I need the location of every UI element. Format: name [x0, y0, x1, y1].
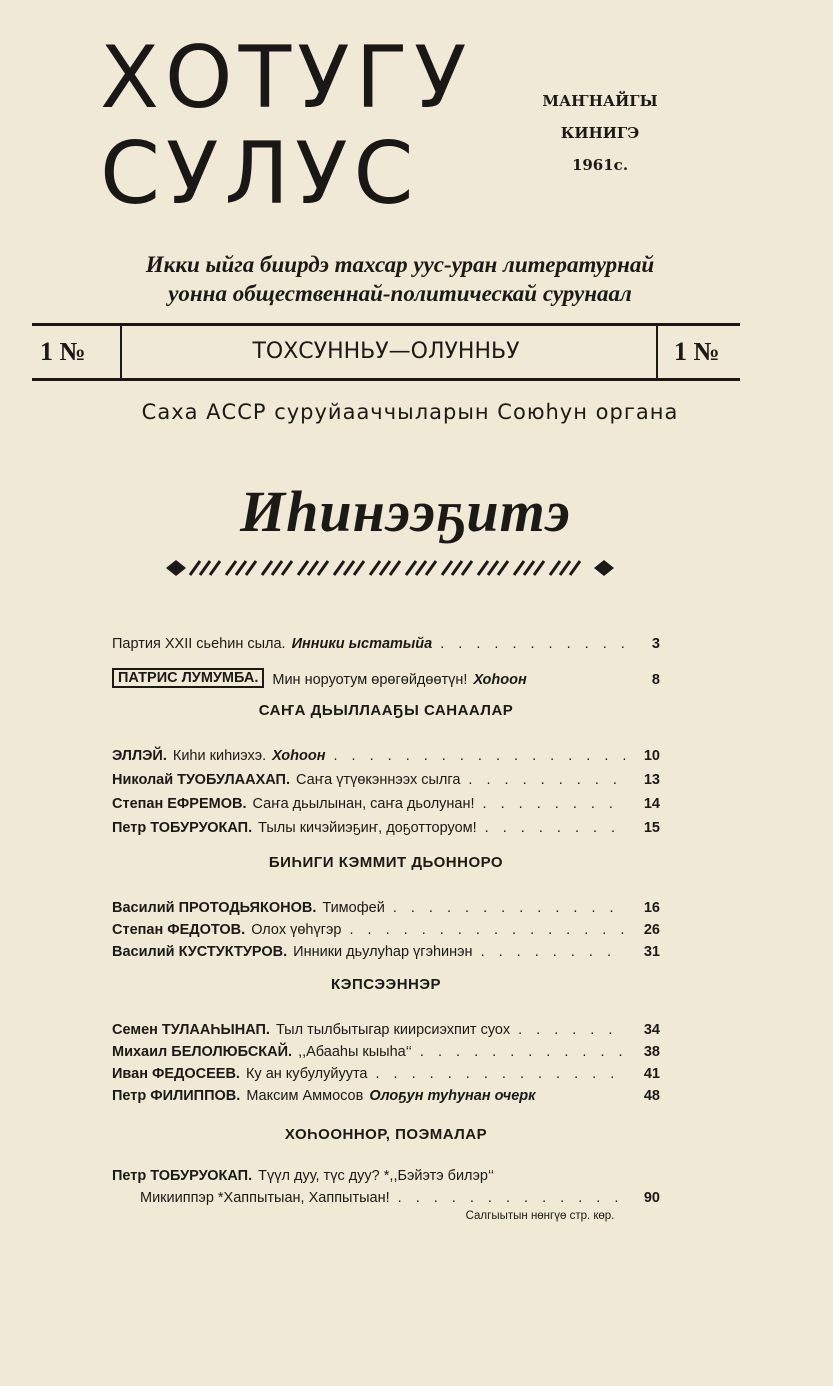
contents-heading: Иһинээҕитэ — [240, 479, 571, 544]
toc-entry-title: Инники дьулуһар үгэһинэн — [293, 944, 473, 960]
toc-entry — [112, 1162, 660, 1184]
toc-leader-dots — [375, 1066, 626, 1082]
toc-entry-title: Саҥа дьылынан, саҥа дьолунан! — [252, 796, 475, 812]
toc-entry-continuation — [140, 1184, 660, 1206]
publisher-name-line2: КИНИГЭ — [560, 124, 640, 142]
toc-entry-title: Максим Аммосов — [246, 1088, 364, 1104]
issue-months: ТОХСУННЬУ—ОЛУННЬУ — [252, 339, 520, 364]
toc-entry-title: Ку ан кубулуйуута — [245, 1066, 368, 1082]
toc-section-heading: САҤА ДЬЫЛЛААҔЫ САНААЛАР — [258, 702, 514, 719]
toc-page-number: 3 — [651, 636, 660, 652]
toc-leader-dots — [398, 1190, 626, 1206]
toc-entry-title: Мин норуотум өрөгөйдөөтүн! — [272, 672, 468, 688]
toc-entry-author: Иван ФЕДОСЕЕВ. — [112, 1066, 240, 1082]
toc-page-number: 38 — [643, 1044, 660, 1060]
toc-leader-dots — [483, 796, 626, 812]
toc-page-number: 26 — [643, 922, 660, 938]
toc-entry — [112, 742, 660, 764]
toc-entry-author: Николай ТУОБУЛААХАП. — [112, 772, 291, 788]
toc-entry — [112, 894, 660, 916]
publisher-block — [520, 85, 680, 181]
issue-number-left: 1 № — [34, 326, 122, 378]
toc-entry-author: ЭЛЛЭЙ. — [112, 748, 167, 764]
toc-page-number: 31 — [643, 944, 660, 960]
toc-entry-author: ПАТРИС ЛУМУМБА. — [112, 668, 264, 688]
toc-page-number: 34 — [643, 1022, 660, 1038]
toc-page-number: 13 — [643, 772, 660, 788]
subtitle-line1: Икки ыйга биирдэ тахсар уус-уран литературнай — [145, 252, 655, 277]
subtitle-line2: уонна общественнай-политическай сурунаал — [168, 281, 632, 306]
toc-entry — [112, 916, 660, 938]
toc-page-number: 16 — [643, 900, 660, 916]
toc-page-number: 14 — [643, 796, 660, 812]
journal-title-line2: СУЛУС — [100, 124, 420, 224]
toc-section-heading: БИҺИГИ КЭММИТ ДЬОННОРО — [268, 854, 504, 871]
toc-entry — [112, 938, 660, 960]
toc-entry-title: Тыл тылбытыгар киирсиэхпит суох — [275, 1022, 511, 1038]
toc-page-number: 41 — [643, 1066, 660, 1082]
toc-entry-title: Түүл дуу, түс дуу? *,,Бэйэтэ билэр‘‘ — [258, 1168, 495, 1184]
toc-entry — [112, 790, 660, 812]
journal-title — [100, 30, 472, 222]
toc-entry-author: Василий КУСТУКТУРОВ. — [112, 944, 288, 960]
toc-section-heading: ХОҺООННОР, ПОЭМАЛАР — [284, 1126, 488, 1143]
toc-entry-genre: Инники ыстатыйа — [291, 636, 433, 652]
toc-entry — [112, 766, 660, 788]
toc-page-number: 90 — [643, 1190, 660, 1206]
toc-entry-title: Микииппэр *Хаппытыан, Хаппытыан! — [140, 1190, 390, 1206]
toc-entry-author: Петр ТОБУРУОКАП. — [112, 1168, 253, 1184]
toc-entry-genre: Хоһоон — [272, 748, 326, 764]
toc-page-number: 15 — [643, 820, 660, 836]
publication-year: 1961с. — [571, 156, 629, 174]
organ-line: Саха АССР суруйааччыларын Союһун органа — [141, 400, 679, 424]
toc-leader-dots — [440, 636, 626, 652]
toc-entry — [112, 1060, 660, 1082]
toc-leader-dots — [485, 820, 626, 836]
issue-number-right: 1 № — [656, 326, 740, 378]
toc-page-number: 48 — [643, 1088, 660, 1104]
toc-entry-title: Киһи киһиэхэ. — [172, 748, 267, 764]
toc-entry-genre: Хоһоон — [473, 672, 527, 688]
journal-title-line1: ХОТУГУ — [100, 28, 473, 128]
toc-entry-author: Петр ТОБУРУОКАП. — [112, 820, 253, 836]
toc-leader-dots — [393, 900, 626, 916]
toc-entry-title: Тылы кичэйиэҕиҥ, доҕотторуом! — [258, 820, 477, 836]
toc-leader-dots — [468, 772, 626, 788]
toc-leader-dots — [518, 1022, 626, 1038]
publisher-name-line1: МАҤНАЙГЫ — [542, 92, 658, 110]
issue-bar — [32, 323, 740, 381]
toc-entry — [112, 814, 660, 836]
toc-leader-dots — [420, 1044, 626, 1060]
toc-entry-title: Тимофей — [322, 900, 385, 916]
toc-entry-title: Олох үөһүгэр — [251, 922, 342, 938]
toc-leader-dots — [333, 748, 626, 764]
toc-entry-author: Степан ЕФРЕМОВ. — [112, 796, 247, 812]
toc-entry-author: Василий ПРОТОДЬЯКОНОВ. — [112, 900, 317, 916]
toc-entry-author: Петр ФИЛИППОВ. — [112, 1088, 241, 1104]
ornament-divider — [160, 555, 620, 581]
toc-entry-author: Михаил БЕЛОЛЮБСКАЙ. — [112, 1044, 293, 1060]
toc-entry-author: Семен ТУЛААҺЫНАП. — [112, 1022, 270, 1038]
toc-entry — [112, 1082, 660, 1104]
toc-entry — [112, 1038, 660, 1060]
toc-entry-title: Партия XXII сьеһин сыла. — [112, 636, 286, 652]
toc-section-heading: КЭПСЭЭННЭР — [330, 976, 442, 993]
toc-entry-title: Саҥа үтүөкэннээх сылга — [296, 772, 461, 788]
continued-note: Салгыытын нөнгүө стр. көр. — [465, 1210, 615, 1222]
toc-entry-title: ,,Абааһы кыыһа‘‘ — [298, 1044, 412, 1060]
toc-entry-genre: Олоҕун туһунан очерк — [369, 1088, 536, 1104]
toc-entry — [112, 630, 660, 652]
toc-entry — [112, 666, 660, 688]
toc-page-number: 10 — [643, 748, 660, 764]
toc-entry-author: Степан ФЕДОТОВ. — [112, 922, 246, 938]
toc-leader-dots — [481, 944, 626, 960]
toc-leader-dots — [350, 922, 627, 938]
toc-page-number: 8 — [651, 672, 660, 688]
toc-entry — [112, 1016, 660, 1038]
journal-subtitle — [70, 250, 730, 308]
